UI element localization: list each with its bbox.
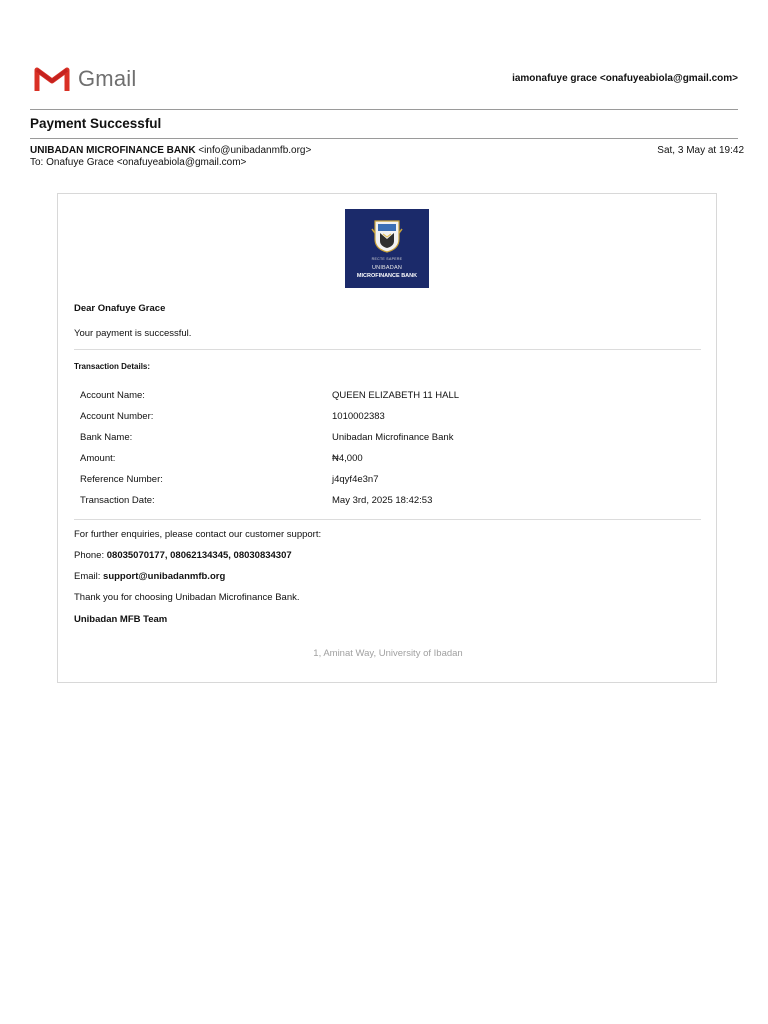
support-email-link[interactable]: support@unibadanmfb.org [103,571,226,582]
divider [30,109,738,110]
detail-row-transaction-date [80,495,680,516]
phone-label: Phone: [74,550,107,561]
bank-address: 1, Aminat Way, University of Ibadan [313,648,463,659]
detail-label: Reference Number: [80,474,163,485]
team-signature: Unibadan MFB Team [74,614,168,625]
email-date: Sat, 3 May at 19:42 [657,145,744,156]
detail-label: Amount: [80,453,116,464]
detail-value: j4qyf4e3n7 [332,474,379,485]
gmail-wordmark: Gmail [78,66,137,91]
crest-icon [371,219,403,253]
detail-row-account-name [80,390,680,411]
detail-label: Account Name: [80,390,145,401]
thanks-text: Thank you for choosing Unibadan Microfinance Bank. [74,592,300,603]
logo-motto: RECTE SAPERE [371,257,403,261]
gmail-logo [34,66,136,92]
sender-address: <info@unibadanmfb.org> [198,145,312,156]
detail-row-reference-number [80,474,680,495]
greeting: Dear Onafuye Grace [74,303,166,314]
gmail-header [30,62,738,96]
divider [74,519,701,520]
bank-logo [345,209,429,288]
transaction-details [80,390,680,516]
support-phone [74,550,292,561]
detail-value: May 3rd, 2025 18:42:53 [332,495,433,506]
detail-value: QUEEN ELIZABETH 11 HALL [332,390,460,401]
divider [30,138,738,139]
detail-label: Account Number: [80,411,154,422]
logo-name-line2: MICROFINANCE BANK [356,273,418,279]
detail-value: 1010002383 [332,411,385,422]
section-title: Transaction Details: [74,362,151,371]
support-email [74,571,225,582]
detail-row-amount [80,453,680,474]
detail-value: Unibadan Microfinance Bank [332,432,454,443]
sender-name: UNIBADAN MICROFINANCE BANK [30,145,196,156]
detail-value: ₦4,000 [332,453,363,464]
detail-label: Bank Name: [80,432,133,443]
email-label: Email: [74,571,104,582]
sender-line [30,145,311,156]
gmail-envelope-icon [34,66,70,92]
divider [74,349,701,350]
phone-numbers[interactable]: 08035070177, 08062134345, 08030834307 [106,550,292,561]
recipient-line: To: Onafuye Grace <onafuyeabiola@gmail.com> [30,157,247,168]
detail-row-bank-name [80,432,680,453]
payment-message: Your payment is successful. [74,328,192,339]
account-label: iamonafuye grace <onafuyeabiola@gmail.com> [512,73,738,84]
detail-row-account-number [80,411,680,432]
email-subject: Payment Successful [30,116,162,131]
enquiries-text: For further enquiries, please contact our customer support: [74,529,322,540]
logo-name-line1: UNIBADAN [371,265,403,271]
email-body-card [57,193,717,683]
detail-label: Transaction Date: [80,495,155,506]
